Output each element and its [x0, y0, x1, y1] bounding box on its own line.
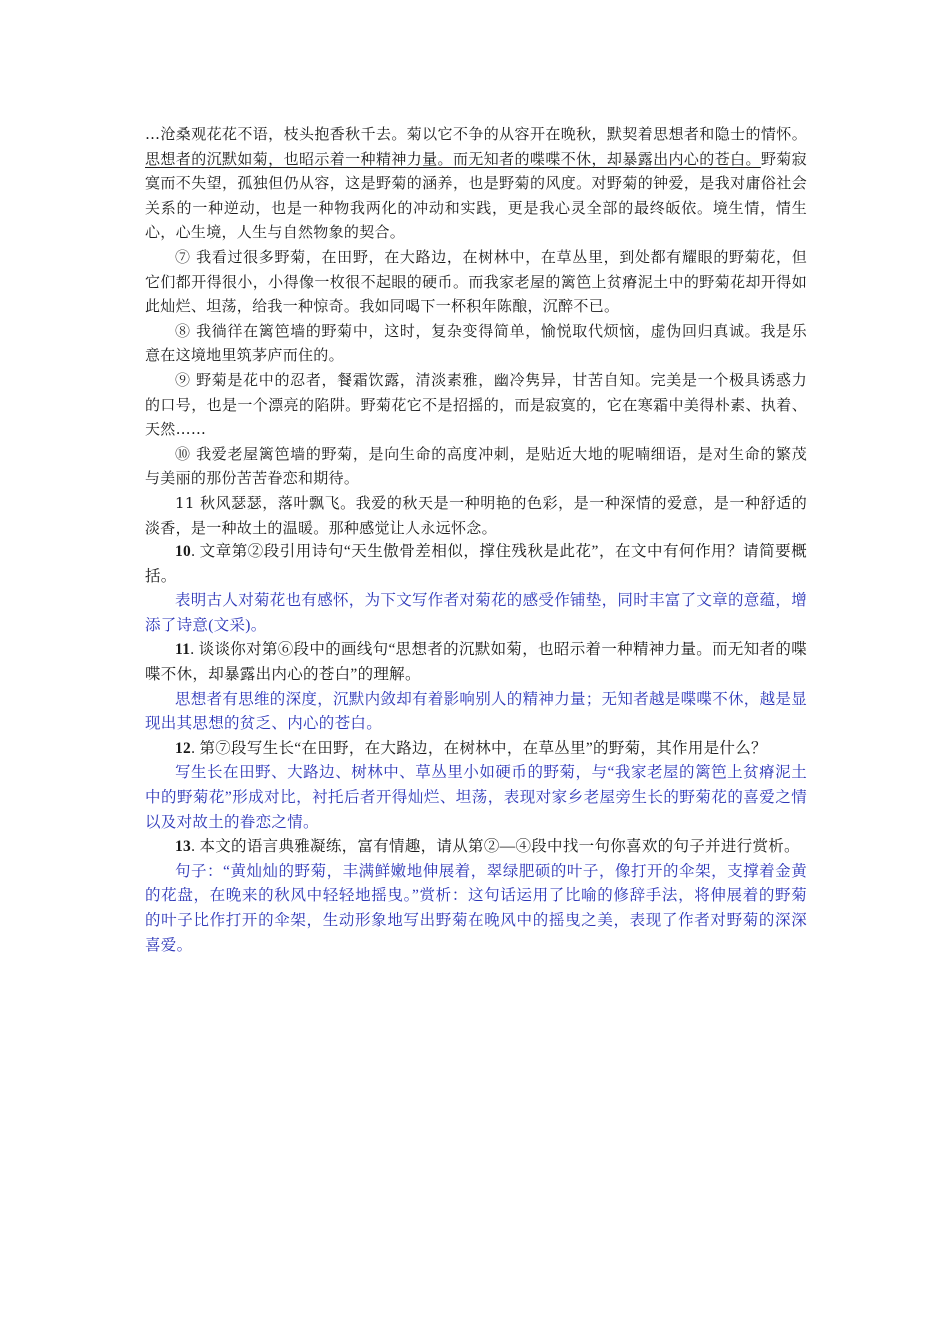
paragraph-6-intro: …沧桑观花花不语，枝头抱香秋千去。菊以它不争的从容开在晚秋，默契着思想者和隐士的情怀。 [145, 125, 807, 143]
question-text: . 第⑦段写生长“在田野，在大路边，在树林中，在草丛里”的野菊，其作用是什么？ [191, 739, 767, 757]
question-11 [145, 638, 807, 687]
question-number: 11 [175, 641, 191, 659]
paragraph-11: 11 秋风瑟瑟，落叶飘飞。我爱的秋天是一种明艳的色彩，是一种深情的爱意，是一种舒适的淡香，是一种故土的温暖。那种感觉让人永远怀念。 [145, 493, 807, 537]
question-text: . 文章第②段引用诗句“天生傲骨差相似，撑住残秋是此花”，在文中有何作用？请简要概括。 [145, 543, 807, 585]
paragraph-9: ⑨ 野菊是花中的忍者，餐霜饮露，清淡素雅，幽冷隽异，甘苦自知。完美是一个极具诱惑力的口号，也是一个漂亮的陷阱。野菊花它不是招摇的，而是寂寞的，它在寒霜中美得朴素、执着、天然…… [145, 370, 807, 439]
question-text: . 本文的语言典雅凝练，富有情趣，请从第②—④段中找一句你喜欢的句子并进行赏析。 [191, 838, 800, 856]
answer-13: 句子：“黄灿灿的野菊，丰满鲜嫩地伸展着，翠绿肥硕的叶子，像打开的伞架，支撑着金黄的花盘，在晚来的秋风中轻轻地摇曳。”赏析：这句话运用了比喻的修辞手法，将伸展着的野菊的叶子比作打开的伞架，生动形象地写出野菊在晚风中的摇曳之美，表现了作者对野菊的深深喜爱。 [145, 862, 807, 954]
answer-12: 写生长在田野、大路边、树林中、草丛里小如硬币的野菊，与“我家老屋的篱笆上贫瘠泥土中的野菊花”形成对比，衬托后者开得灿烂、坦荡，表现对家乡老屋旁生长的野菊花的喜爱之情以及对故土的眷恋之情。 [145, 764, 807, 831]
answer-10: 表明古人对菊花也有感怀，为下文写作者对菊花的感受作铺垫，同时丰富了文章的意蕴，增添了诗意(文采)。 [145, 592, 808, 634]
underlined-sentence: 思想者的沉默如菊，也昭示着一种精神力量。而无知者的喋喋不休，却暴露出内心的苍白。 [145, 149, 761, 168]
document-page [145, 122, 807, 958]
question-text: . 谈谈你对第⑥段中的画线句“思想者的沉默如菊，也昭示着一种精神力量。而无知者的喋喋不休，却暴露出内心的苍白”的理解。 [145, 641, 807, 684]
question-13 [145, 835, 807, 860]
paragraph-8: ⑧ 我徜徉在篱笆墙的野菊中，这时，复杂变得简单，愉悦取代烦恼，虚伪回归真诚。我是乐意在这境地里筑茅庐而住的。 [145, 321, 807, 365]
paragraph-6 [145, 122, 807, 245]
question-number: 12 [175, 739, 192, 757]
question-12 [145, 737, 807, 762]
paragraph-7: ⑦ 我看过很多野菊，在田野，在大路边，在树林中，在草丛里，到处都有耀眼的野菊花，但它们都开得很小，小得像一枚很不起眼的硬币。而我家老屋的篱笆上贫瘠泥土中的野菊花却开得如此灿烂、坦荡，给我一种惊奇。我如同喝下一杯积年陈酿，沉醉不已。 [145, 247, 807, 316]
paragraph-10: ⑩ 我爱老屋篱笆墙的野菊，是向生命的高度冲刺，是贴近大地的呢喃细语，是对生命的繁茂与美丽的那份苦苦眷恋和期待。 [145, 444, 807, 488]
answer-11: 思想者有思维的深度，沉默内敛却有着影响别人的精神力量；无知者越是喋喋不休，越是显现出其思想的贫乏、内心的苍白。 [145, 690, 808, 733]
question-10 [145, 540, 807, 589]
question-number: 10 [175, 543, 192, 561]
paragraph-6-rest: 野菊寂寞而不失望，孤独但仍从容，这是野菊的涵养，也是野菊的风度。对野菊的钟爱，是我对庸俗社会关系的一种逆动，也是一种物我两化的冲动和实践，更是我心灵全部的最终皈依。境生情，情生心，心生境，人生与自然物象的契合。 [145, 149, 807, 242]
question-number: 13 [175, 838, 192, 856]
